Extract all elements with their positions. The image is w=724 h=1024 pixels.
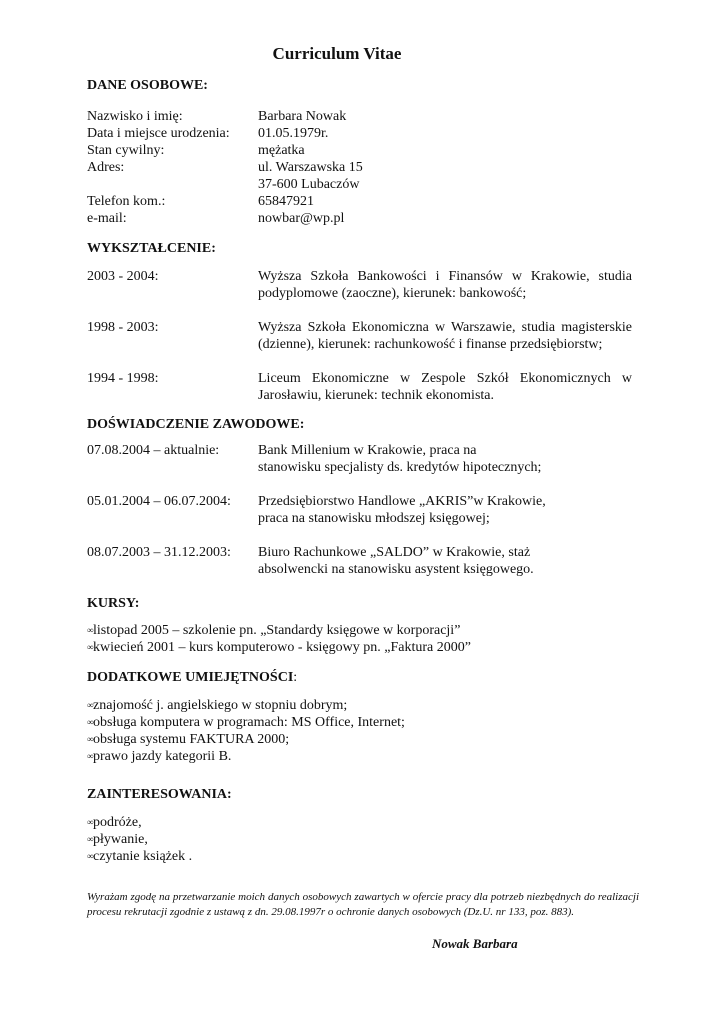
document-title: Curriculum Vitae bbox=[272, 44, 402, 63]
interest-item bbox=[87, 814, 142, 831]
bullet-icon: ∞ bbox=[87, 851, 94, 861]
experience-period: 08.07.2003 – 31.12.2003: bbox=[87, 545, 231, 560]
course-item bbox=[87, 622, 460, 639]
section-heading-education: WYKSZTAŁCENIE: bbox=[87, 241, 216, 256]
skill-item bbox=[87, 697, 347, 714]
personal-label: e-mail: bbox=[87, 211, 127, 226]
education-text: Wyższa Szkoła Ekonomiczna w Warszawie, studia magisterskie (dzienne), kierunek: rachunkowość i finanse przedsiębiorstw; bbox=[258, 320, 632, 352]
bullet-icon: ∞ bbox=[87, 734, 94, 744]
education-text: Liceum Ekonomiczne w Zespole Szkół Ekonomicznych w Jarosławiu, kierunek: technik ekonomista. bbox=[258, 371, 632, 403]
education-text: Wyższa Szkoła Bankowości i Finansów w Krakowie, studia podyplomowe (zaoczne), kierunek: bankowość; bbox=[258, 269, 632, 301]
personal-label: Nazwisko i imię: bbox=[87, 109, 183, 124]
personal-value: mężatka bbox=[258, 143, 305, 158]
section-heading-interests: ZAINTERESOWANIA: bbox=[87, 787, 232, 802]
skills-heading-text: DODATKOWE UMIEJĘTNOŚCI bbox=[87, 670, 294, 685]
personal-value: 65847921 bbox=[258, 194, 314, 209]
skill-text: obsługa systemu FAKTURA 2000; bbox=[93, 732, 290, 747]
personal-label: Telefon kom.: bbox=[87, 194, 166, 209]
experience-line: Biuro Rachunkowe „SALDO” w Krakowie, staż bbox=[258, 545, 531, 560]
experience-line: absolwencki na stanowisku asystent księgowego. bbox=[258, 562, 534, 577]
experience-period: 07.08.2004 – aktualnie: bbox=[87, 443, 220, 458]
bullet-icon: ∞ bbox=[87, 642, 94, 652]
personal-value: ul. Warszawska 15 bbox=[258, 160, 363, 175]
personal-value: Barbara Nowak bbox=[258, 109, 347, 124]
course-text: listopad 2005 – szkolenie pn. „Standardy księgowe w korporacji” bbox=[93, 623, 461, 638]
section-heading-personal: DANE OSOBOWE: bbox=[87, 78, 208, 93]
experience-line: praca na stanowisku młodszej księgowej; bbox=[258, 511, 490, 526]
personal-value: 37-600 Lubaczów bbox=[258, 177, 360, 192]
skill-text: obsługa komputera w programach: MS Office, Internet; bbox=[93, 715, 405, 730]
personal-label: Adres: bbox=[87, 160, 125, 175]
experience-line: stanowisku specjalisty ds. kredytów hipotecznych; bbox=[258, 460, 542, 475]
signature: Nowak Barbara bbox=[432, 936, 518, 951]
section-heading-experience: DOŚWIADCZENIE ZAWODOWE: bbox=[87, 417, 305, 432]
education-period: 1994 - 1998: bbox=[87, 371, 159, 386]
section-heading-courses: KURSY: bbox=[87, 596, 140, 611]
bullet-icon: ∞ bbox=[87, 751, 94, 761]
skill-item bbox=[87, 731, 289, 748]
interest-item bbox=[87, 831, 148, 848]
email-value: nowbar@wp.pl bbox=[258, 211, 345, 226]
personal-label: Stan cywilny: bbox=[87, 143, 165, 158]
experience-line: Przedsiębiorstwo Handlowe „AKRIS”w Krakowie, bbox=[258, 494, 546, 509]
bullet-icon: ∞ bbox=[87, 700, 94, 710]
bullet-icon: ∞ bbox=[87, 817, 94, 827]
skill-text: znajomość j. angielskiego w stopniu dobrym; bbox=[93, 698, 348, 713]
section-heading-skills bbox=[87, 670, 297, 686]
experience-period: 05.01.2004 – 06.07.2004: bbox=[87, 494, 231, 509]
personal-value: 01.05.1979r. bbox=[258, 126, 329, 141]
skill-item bbox=[87, 714, 405, 731]
interest-item bbox=[87, 848, 192, 865]
experience-line: Bank Millenium w Krakowie, praca na bbox=[258, 443, 477, 458]
personal-label: Data i miejsce urodzenia: bbox=[87, 126, 230, 141]
interest-text: podróże, bbox=[93, 815, 142, 830]
data-processing-consent: Wyrażam zgodę na przetwarzanie moich danych osobowych zawartych w ofercie pracy dla potrzeb niezbędnych do realizacji procesu rekrutacji zgodnie z ustawą z dn. 29.08.1997r o ochronie danych osobowych (Dz.U. nr 133, poz. 883). bbox=[87, 891, 639, 918]
course-text: kwiecień 2001 – kurs komputerowo - księgowy pn. „Faktura 2000” bbox=[93, 640, 471, 655]
skill-item bbox=[87, 748, 231, 765]
bullet-icon: ∞ bbox=[87, 834, 94, 844]
interest-text: pływanie, bbox=[93, 832, 148, 847]
course-item bbox=[87, 639, 471, 656]
skills-heading-colon: : bbox=[293, 670, 298, 685]
education-period: 2003 - 2004: bbox=[87, 269, 159, 284]
bullet-icon: ∞ bbox=[87, 717, 94, 727]
skill-text: prawo jazdy kategorii B. bbox=[93, 749, 232, 764]
bullet-icon: ∞ bbox=[87, 625, 94, 635]
interest-text: czytanie książek . bbox=[93, 849, 193, 864]
education-period: 1998 - 2003: bbox=[87, 320, 159, 335]
